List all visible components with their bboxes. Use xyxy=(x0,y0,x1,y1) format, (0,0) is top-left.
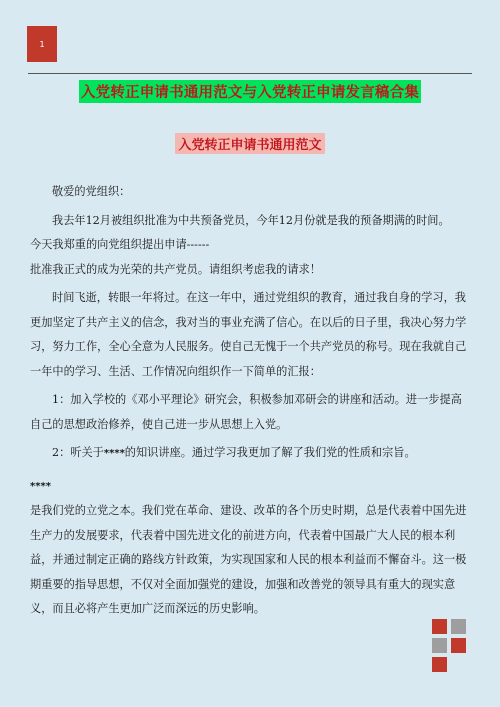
header-divider xyxy=(28,73,472,74)
greeting: 敬爱的党组织： xyxy=(52,185,131,198)
paragraph-1-end: 批准我正式的成为光荣的共产党员。请组织考虑我的请求！ xyxy=(30,262,321,276)
paragraph-1: 我去年12月被组织批准为中共预备党员，今年12月份就是我的预备期满的时间。 xyxy=(52,213,450,227)
page-number: 1 xyxy=(39,39,45,49)
corner-square-red-3 xyxy=(432,657,447,672)
paragraph-4 xyxy=(30,441,472,467)
page-number-badge xyxy=(27,26,57,62)
paragraph-4-post: 的知识讲座。通过学习我更加了解了我们党的性质和宗旨。 xyxy=(124,446,416,459)
paragraph-2: 时间飞逝，转眼一年将过。在这一年中，通过党组织的教育，通过我自身的学习，我更加坚定了共产主义的信念，我对当的事业充满了信心。在以后的日子里，我决心努力学习，努力工作，全心全意为人民服务。使自己无愧于一个共产党员的称号。现在我就自己一年中的学习、生活、工作情况向组织作一下简单的汇报： xyxy=(30,291,467,378)
paragraph-5: 是我们党的立党之本。我们党在革命、建设、改革的各个历史时期，总是代表着中国先进生产力的发展要求，代表着中国先进文化的前进方向，代表着中国最广大人民的根本利益，并通过制定正确的路线方针政策，为实现国家和人民的根本利益而不懈奋斗。这一极期重要的指导思想，不仅对全面加强党的建设，加强和改善党的领导具有重大的现实意义，而且必将产生更加广泛而深远的历史影响。 xyxy=(30,504,467,615)
main-title: 入党转正申请书通用范文与入党转正申请发言稿合集 xyxy=(79,80,421,103)
stars-line: **** xyxy=(30,480,51,492)
sub-title: 入党转正申请书通用范文 xyxy=(175,133,324,154)
corner-square-gray-1 xyxy=(451,619,466,634)
main-title-container xyxy=(0,80,500,103)
paragraph-4-stars: **** xyxy=(103,448,125,459)
paragraph-1-cont: 今天我郑重的向党组织提出申请------ xyxy=(30,238,210,251)
corner-square-red-2 xyxy=(451,638,466,653)
corner-square-red-1 xyxy=(432,619,447,634)
paragraph-4-pre: 2：听关于 xyxy=(52,446,104,459)
document-body xyxy=(30,180,472,622)
sub-title-container xyxy=(0,133,500,154)
paragraph-3: 1：加入学校的《邓小平理论》研究会，积极参加邓研会的讲座和活动。进一步提高自己的思想政治修养，使自己进一步从思想上入党。 xyxy=(30,393,462,431)
corner-decoration xyxy=(432,619,470,675)
corner-square-gray-2 xyxy=(432,638,447,653)
